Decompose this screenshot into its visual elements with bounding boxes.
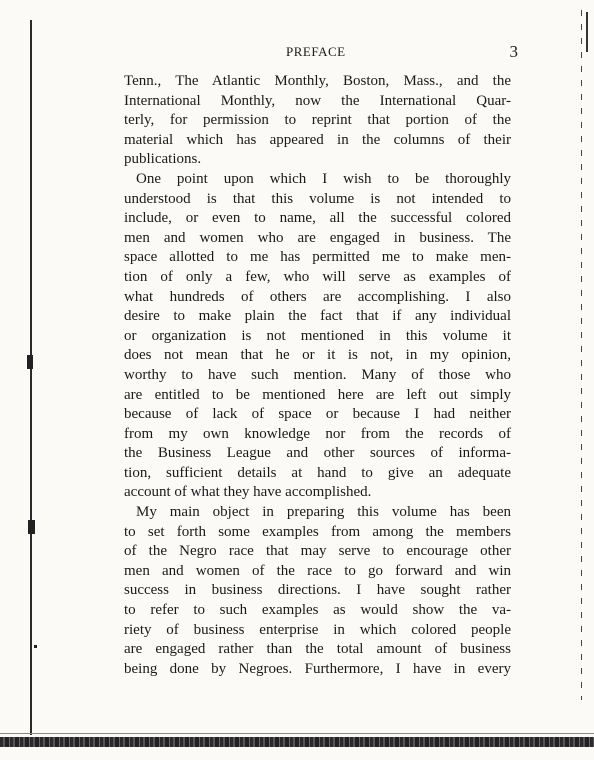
text-line: account of what they have accomplished. — [124, 484, 372, 501]
text-line: Tenn., The Atlantic Monthly, Boston, Mass., and the — [124, 73, 511, 89]
binding-mark — [28, 520, 35, 534]
text-line: include, or even to name, all the successful colored — [124, 210, 511, 227]
binding-mark — [34, 645, 37, 648]
scan-bottom-band — [0, 737, 594, 747]
page-right-edge-mark — [586, 12, 588, 52]
text-line: being done by Negroes. Furthermore, I have in every — [124, 660, 511, 677]
binding-mark — [27, 355, 33, 369]
page-right-edge — [581, 10, 582, 700]
text-line: from my own knowledge nor from the records of — [124, 425, 511, 442]
text-line: riety of business enterprise in which colored people — [124, 621, 511, 638]
text-line: One point upon which I wish to be thoroughly — [136, 170, 511, 187]
text-line: publications. — [124, 151, 202, 168]
page-number: 3 — [509, 42, 518, 61]
text-line: terly, for permission to reprint that portion of the — [124, 112, 511, 129]
text-line: space allotted to me has permitted me to make men- — [124, 249, 511, 266]
page-left-edge — [30, 20, 32, 735]
text-line: because of lack of space or because I had neither — [124, 406, 511, 423]
text-line: are engaged rather than the total amount of business — [124, 641, 511, 658]
body-text — [124, 72, 511, 679]
text-line: tion, sufficient details at hand to give an adequate — [124, 464, 511, 481]
text-line: material which has appeared in the columns of their — [124, 131, 511, 148]
running-head-title: PREFACE — [286, 44, 346, 59]
text-line: men and women of the race to go forward and win — [124, 562, 511, 579]
text-line: does not mean that he or it is not, in my opinion, — [124, 347, 511, 364]
text-line: men and women who are engaged in business. The — [124, 229, 511, 246]
scan-bottom-line — [0, 733, 594, 734]
text-line: desire to make plain the fact that if any individual — [124, 308, 511, 325]
text-line: are entitled to be mentioned here are left out simply — [124, 386, 511, 403]
text-line: tion of only a few, who will serve as examples of — [124, 268, 511, 285]
text-line: International Monthly, now the International Quar- — [124, 92, 511, 109]
text-line: or organization is not mentioned in this volume it — [124, 327, 511, 344]
text-line: to set forth some examples from among the members — [124, 523, 511, 540]
text-line: understood is that this volume is not intended to — [124, 190, 511, 207]
text-line: success in business directions. I have sought rather — [124, 582, 511, 599]
text-line: of the Negro race that may serve to encourage other — [124, 543, 511, 560]
running-head — [118, 44, 518, 64]
text-line: the Business League and other sources of informa- — [124, 445, 511, 462]
text-line: My main object in preparing this volume has been — [136, 504, 511, 521]
text-line: to refer to such examples as would show the va- — [124, 602, 511, 619]
text-line: worthy to have such mention. Many of those who — [124, 366, 511, 383]
text-line: what hundreds of others are accomplishing. I also — [124, 288, 511, 305]
